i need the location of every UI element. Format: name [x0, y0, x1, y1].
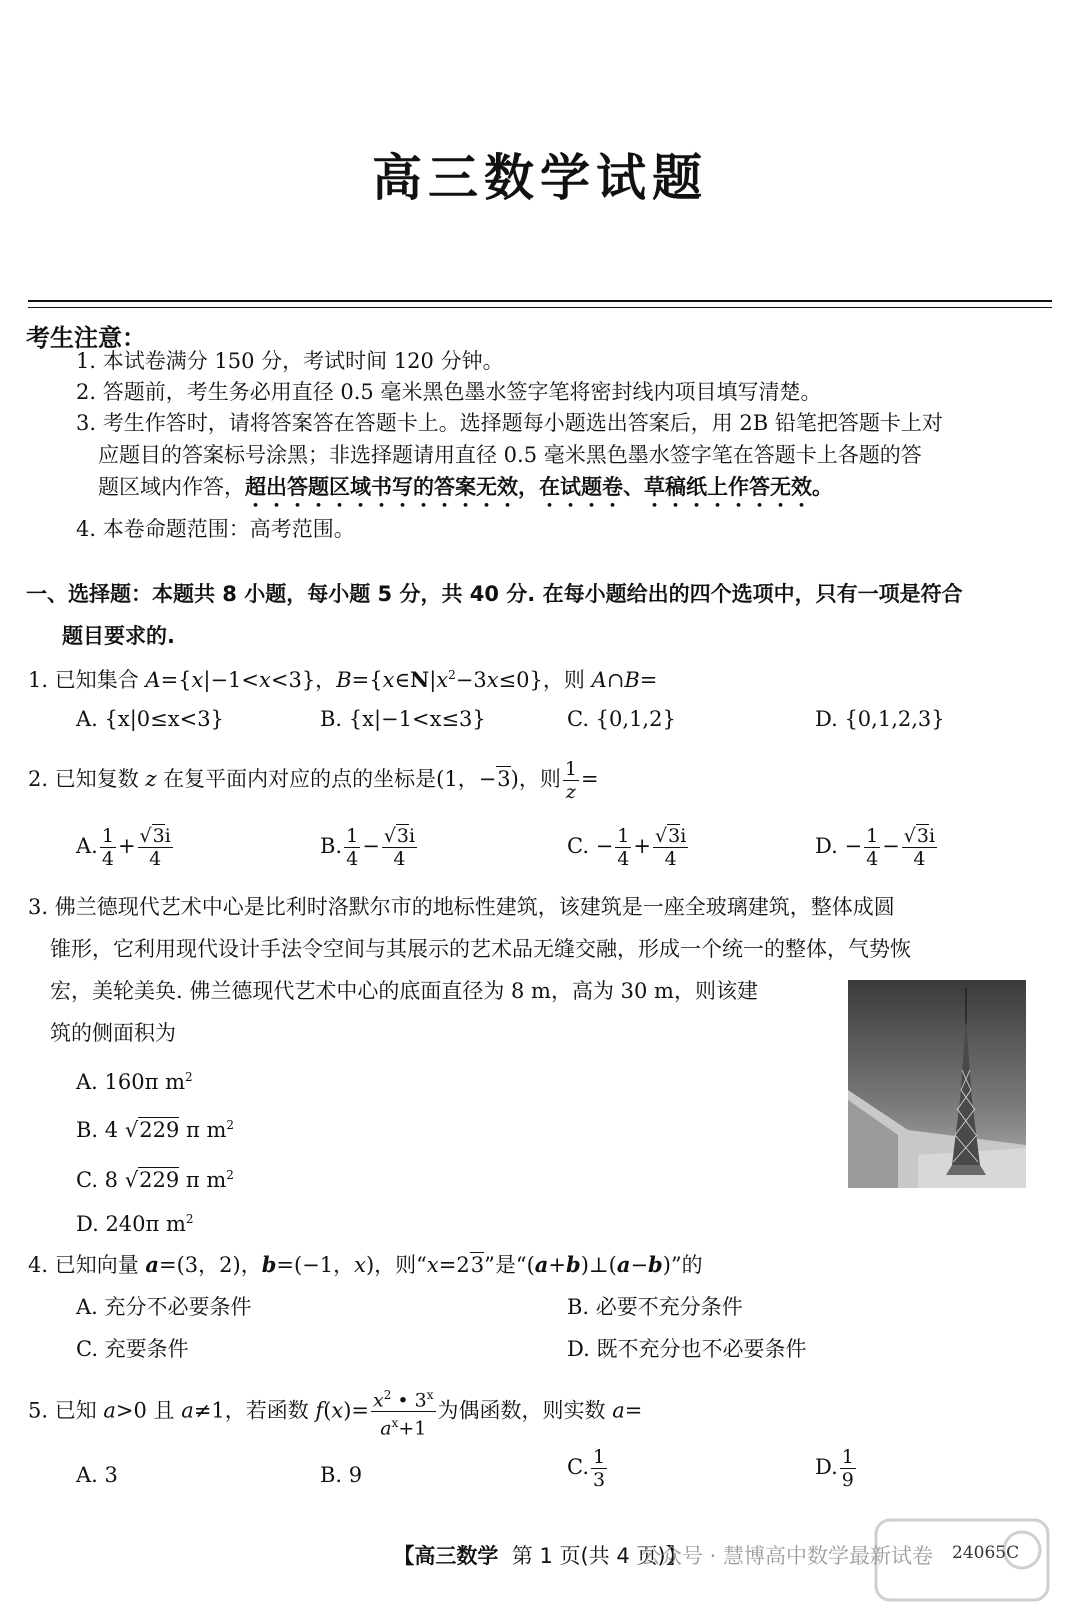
q4-text: )，则“ — [365, 1253, 427, 1277]
vector-a: a — [534, 1252, 549, 1277]
frac-num: 1 — [866, 825, 879, 847]
q5-option-b: B. 9 — [320, 1463, 363, 1487]
imag-unit: i — [680, 825, 687, 847]
opt-text: π m — [186, 1118, 227, 1142]
q5-text: ( — [323, 1398, 332, 1423]
q5-func: f — [315, 1398, 324, 1423]
q5-text: +1 — [398, 1417, 427, 1440]
frac-den: 4 — [149, 848, 162, 870]
q2-c-op: + — [633, 834, 651, 858]
q1-text: ∈ — [394, 668, 410, 692]
q5-frac-num — [371, 1384, 436, 1412]
frac-den: 3 — [593, 1469, 606, 1491]
q4-sqrt: 3 — [470, 1253, 485, 1277]
opt-label: D. — [815, 1455, 838, 1479]
q2-text: 在复平面内对应的点的坐标是(1，− — [156, 767, 497, 791]
opt-exp: 2 — [226, 1118, 235, 1132]
q5-exp: x — [391, 1416, 399, 1431]
q5-text: = — [624, 1398, 643, 1423]
q4-text: =(3，2)， — [159, 1253, 262, 1277]
imag-unit: i — [164, 825, 171, 847]
question-5 — [28, 1384, 642, 1440]
q1-option-a: A. {x|0≤x<3} — [76, 707, 224, 731]
q2-d-frac1 — [864, 825, 880, 870]
q5-option-a: A. 3 — [76, 1463, 118, 1487]
opt-text: B. 4 — [76, 1118, 119, 1142]
q1-var: B — [336, 668, 352, 692]
notice-item-4: 4. 本卷命题范围：高考范围。 — [76, 517, 355, 541]
page-title: 高三数学试题 — [372, 149, 708, 207]
q2-a-frac2 — [138, 825, 173, 870]
q1-var: A — [145, 668, 161, 692]
frac-num: √3i — [655, 825, 687, 847]
q1-text: ={ — [351, 668, 383, 692]
q2-sqrt: 3 — [497, 767, 511, 791]
frac-den: 4 — [866, 848, 879, 870]
q2-d-sign: − — [844, 834, 863, 858]
q2-fraction — [563, 758, 579, 803]
q5-var: x — [331, 1398, 344, 1423]
q2-text: 2. 已知复数 — [28, 767, 146, 791]
notice-heading: 考生注意： — [26, 324, 146, 352]
q1-exp: 2 — [448, 668, 456, 682]
q2-b-frac2 — [382, 825, 417, 870]
notice-emphasis: 超出答题区域书写的答案无效，在试题卷、草稿纸上作答无效。 — [245, 475, 833, 499]
q2-d-label: D. — [815, 834, 838, 858]
q2-b-frac1 — [344, 825, 360, 870]
q4-text: − — [630, 1253, 649, 1277]
question-3-line1: 3. 佛兰德现代艺术中心是比利时洛默尔市的地标性建筑，该建筑是一座全玻璃建筑，整体成圆 — [28, 895, 895, 919]
notice-item-3-line3 — [98, 472, 833, 512]
q1-text: = — [639, 668, 658, 692]
frac-den: 4 — [346, 848, 359, 870]
q5-var: a — [612, 1398, 625, 1423]
vector-b: b — [566, 1252, 581, 1277]
q5-option-d — [815, 1446, 858, 1491]
q2-option-a — [76, 825, 175, 870]
frac-den: 4 — [913, 848, 926, 870]
opt-text: π m — [185, 1168, 227, 1192]
q4-option-b: B. 必要不充分条件 — [567, 1295, 743, 1319]
q5-c-frac — [591, 1446, 607, 1491]
sqrt-arg: 229 — [139, 1118, 180, 1142]
q2-a-op: + — [117, 834, 136, 858]
q1-option-d: D. {0,1,2,3} — [815, 707, 945, 731]
question-3-line2: 锥形，它利用现代设计手法令空间与其展示的艺术品无缝交融，形成一个统一的整体，气势恢 — [50, 937, 911, 961]
frac-num: 1 — [346, 825, 359, 847]
q3-option-d — [76, 1204, 194, 1239]
vector-b: b — [648, 1252, 663, 1277]
opt-exp: 2 — [185, 1070, 193, 1084]
sqrt-arg: 3 — [916, 825, 929, 847]
q2-c-frac1 — [615, 825, 631, 870]
section-heading-line2: 题目要求的. — [62, 624, 175, 648]
sqrt-arg: 229 — [139, 1168, 180, 1192]
notice-item-1: 1. 本试卷满分 150 分，考试时间 120 分钟。 — [76, 349, 504, 373]
frac-den: 4 — [393, 848, 406, 870]
frac-num: √3i — [383, 825, 416, 847]
q2-frac-num: 1 — [564, 758, 577, 780]
q1-set-n: N — [409, 667, 430, 692]
q5-option-c — [567, 1446, 609, 1491]
question-2 — [28, 758, 599, 803]
question-3-line4: 筑的侧面积为 — [50, 1021, 176, 1045]
opt-exp: 2 — [185, 1212, 194, 1226]
q2-d-frac2 — [902, 825, 937, 870]
frac-den: 4 — [101, 848, 114, 870]
vector-a: a — [616, 1252, 631, 1277]
sqrt-arg: 3 — [668, 825, 681, 847]
vector-b: b — [261, 1252, 277, 1277]
q3-option-a — [76, 1062, 193, 1097]
q1-var: A — [591, 668, 607, 692]
q1-text: <3}， — [270, 668, 337, 692]
q2-text: = — [580, 767, 599, 791]
q1-var: x — [259, 668, 271, 692]
q1-text: ={ — [160, 668, 192, 692]
opt-exp: 2 — [226, 1168, 234, 1182]
q5-text: 5. 已知 — [28, 1398, 104, 1423]
q1-text: ≤0}，则 — [498, 668, 592, 692]
q2-b-label: B. — [320, 834, 343, 858]
q1-var: B — [624, 668, 640, 692]
frac-num: 1 — [617, 825, 630, 847]
q1-text: | — [429, 668, 437, 692]
q2-c-label: C. — [567, 834, 589, 858]
q2-d-op: − — [882, 834, 900, 858]
q1-text: |−1< — [203, 668, 260, 692]
sqrt-arg: 3 — [152, 825, 165, 847]
q4-option-a: A. 充分不必要条件 — [76, 1295, 252, 1319]
q1-text: −3 — [455, 668, 487, 692]
q4-text: + — [548, 1253, 566, 1277]
q5-text: • 3 — [391, 1389, 427, 1412]
q2-a-frac1 — [100, 825, 116, 870]
q4-text: )⊥( — [580, 1253, 617, 1277]
q5-exp: x — [426, 1388, 434, 1402]
q5-var: a — [103, 1398, 116, 1423]
footer-page: 第 1 页(共 4 页)】 — [511, 1544, 687, 1568]
q4-text: =(−1， — [276, 1253, 355, 1277]
q3-option-b: B. 4 √229 π $m^2$ — [76, 1118, 235, 1142]
frac-den: 4 — [664, 848, 677, 870]
sqrt-arg: 3 — [396, 825, 410, 847]
q5-var: a — [181, 1398, 194, 1423]
frac-den: 9 — [841, 1469, 854, 1491]
notice-item-2: 2. 答题前，考生务必用直径 0.5 毫米黑色墨水签字笔将密封线内项目填写清楚。 — [76, 380, 822, 404]
q2-option-c — [567, 825, 690, 870]
q1-var: x — [382, 668, 395, 692]
q5-var: x — [373, 1389, 384, 1412]
q4-text: 4. 已知向量 — [28, 1253, 146, 1277]
frac-den: 4 — [617, 848, 630, 870]
q5-fraction — [371, 1384, 436, 1440]
frac-num: 1 — [593, 1446, 606, 1468]
q5-text: )= — [343, 1398, 370, 1423]
notice-item-3: 3. 考生作答时，请将答案答在答题卡上。选择题每小题选出答案后，用 2B 铅笔把答题卡上对 — [76, 411, 943, 435]
q4-text: ”是“( — [484, 1253, 535, 1277]
q5-text: 为偶函数，则实数 — [437, 1398, 613, 1423]
frac-num: 1 — [101, 825, 114, 847]
footer-subject: 【高三数学 — [393, 1544, 499, 1568]
q1-text: ∩ — [606, 668, 625, 692]
q5-exp: 2 — [383, 1388, 392, 1402]
q4-text: =2 — [438, 1253, 470, 1277]
q4-option-d: D. 既不充分也不必要条件 — [567, 1337, 807, 1361]
q2-frac-den: z — [565, 781, 576, 803]
frac-num: √3i — [903, 825, 936, 847]
q4-var: x — [354, 1253, 366, 1277]
watermark-text: 公众号 · 慧博高中数学最新试卷 — [640, 1544, 934, 1568]
imag-unit: i — [928, 825, 936, 847]
notice-item-3-prefix: 题区域内作答， — [98, 475, 245, 499]
q2-a-label: A. — [76, 834, 98, 858]
opt-text: A. 160π m — [76, 1070, 185, 1094]
q5-text: >0 且 — [115, 1398, 182, 1423]
q1-var: x — [191, 668, 204, 692]
opt-text: C. 8 — [76, 1168, 119, 1192]
q2-b-op: − — [362, 834, 380, 858]
opt-text: D. 240π m — [76, 1212, 186, 1236]
q2-c-sign: − — [595, 834, 614, 858]
q4-text: )”的 — [662, 1253, 703, 1277]
q2-option-d — [815, 825, 939, 870]
divider-thick — [28, 300, 1052, 302]
section-heading: 一、选择题：本题共 8 小题，每小题 5 分，共 40 分. 在每小题给出的四个选项中，只有一项是符合 — [26, 582, 963, 606]
q2-var: z — [145, 767, 157, 791]
q1-option-b: B. {x|−1<x≤3} — [320, 707, 486, 731]
q1-var: x — [436, 668, 449, 692]
q5-var: a — [380, 1417, 392, 1440]
q1-option-c: C. {0,1,2} — [567, 707, 676, 731]
imag-unit: i — [409, 825, 416, 847]
paper-code: 24065C — [952, 1543, 1020, 1563]
question-4 — [28, 1250, 703, 1280]
q1-var: x — [486, 668, 499, 692]
q5-d-frac — [840, 1446, 856, 1491]
q5-text: ≠1，若函数 — [193, 1398, 316, 1423]
building-photo — [848, 980, 1026, 1188]
q3-option-c: C. 8 √229 π $m^2$ — [76, 1168, 234, 1192]
frac-num: √3i — [139, 825, 171, 847]
question-3-line3: 宏，美轮美奂. 佛兰德现代艺术中心的底面直径为 8 m，高为 30 m，则该建 — [50, 979, 758, 1003]
notice-item-3-line2: 应题目的答案标号涂黑；非选择题请用直径 0.5 毫米黑色墨水签字笔在答题卡上各题的答 — [98, 443, 922, 467]
q1-text: 1. 已知集合 — [28, 668, 146, 692]
vector-a: a — [145, 1252, 159, 1277]
question-1 — [28, 660, 657, 695]
q5-frac-den — [371, 1412, 436, 1439]
divider-thin — [28, 307, 1052, 308]
frac-num: 1 — [841, 1446, 854, 1468]
opt-label: C. — [567, 1455, 589, 1479]
q2-text: )，则 — [510, 767, 561, 791]
q4-var: x — [426, 1253, 439, 1277]
q4-option-c: C. 充要条件 — [76, 1337, 189, 1361]
q2-c-frac2 — [653, 825, 688, 870]
q2-option-b — [320, 825, 419, 870]
